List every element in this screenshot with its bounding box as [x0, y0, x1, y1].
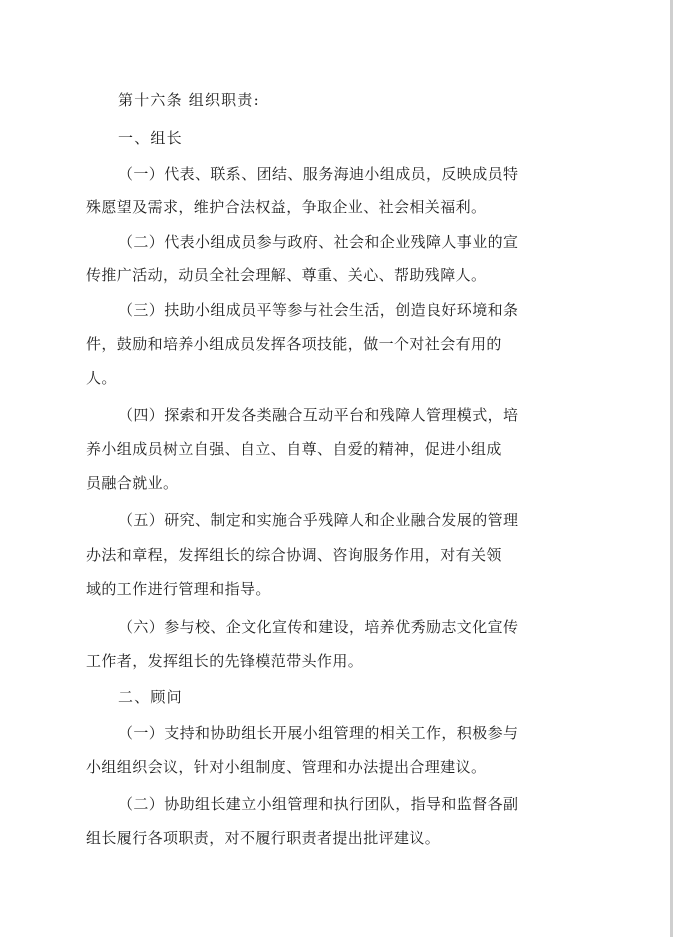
- paragraph-line: （一）支持和协助组长开展小组管理的相关工作，积极参与: [118, 724, 519, 742]
- paragraph-line: 域的工作进行管理和指导。: [86, 580, 271, 598]
- paragraph-line: （三）扶助小组成员平等参与社会生活，创造良好环境和条: [118, 301, 519, 319]
- paragraph-line: （六）参与校、企文化宣传和建设，培养优秀励志文化宣传: [118, 618, 519, 636]
- paragraph-line: 组长履行各项职责，对不履行职责者提出批评建议。: [86, 829, 441, 847]
- paragraph-line: 人。: [86, 369, 117, 387]
- paragraph-line: （二）协助组长建立小组管理和执行团队，指导和监督各副: [118, 795, 519, 813]
- section-heading-advisor: 二、顾问: [118, 688, 183, 706]
- paragraph-line: 工作者，发挥组长的先锋模范带头作用。: [86, 652, 364, 670]
- paragraph-line: 办法和章程，发挥组长的综合协调、咨询服务作用，对有关领: [86, 546, 502, 564]
- paragraph-line: 传推广活动，动员全社会理解、尊重、关心、帮助残障人。: [86, 266, 487, 284]
- paragraph-line: 殊愿望及需求，维护合法权益，争取企业、社会相关福利。: [86, 198, 487, 216]
- paragraph-line: （四）探索和开发各类融合互动平台和残障人管理模式，培: [118, 406, 519, 424]
- paragraph-line: （五）研究、制定和实施合乎残障人和企业融合发展的管理: [118, 511, 519, 529]
- paragraph-line: 件，鼓励和培养小组成员发挥各项技能，做一个对社会有用的: [86, 335, 502, 353]
- paragraph-line: 员融合就业。: [86, 474, 179, 492]
- paragraph-line: 小组组织会议，针对小组制度、管理和办法提出合理建议。: [86, 758, 487, 776]
- paragraph-line: （一）代表、联系、团结、服务海迪小组成员，反映成员特: [118, 165, 519, 183]
- paragraph-line: （二）代表小组成员参与政府、社会和企业残障人事业的宣: [118, 233, 519, 251]
- paragraph-line: 养小组成员树立自强、自立、自尊、自爱的精神，促进小组成: [86, 440, 502, 458]
- section-heading-leader: 一、组长: [118, 129, 183, 147]
- article-title: 第十六条 组织职责:: [118, 91, 260, 109]
